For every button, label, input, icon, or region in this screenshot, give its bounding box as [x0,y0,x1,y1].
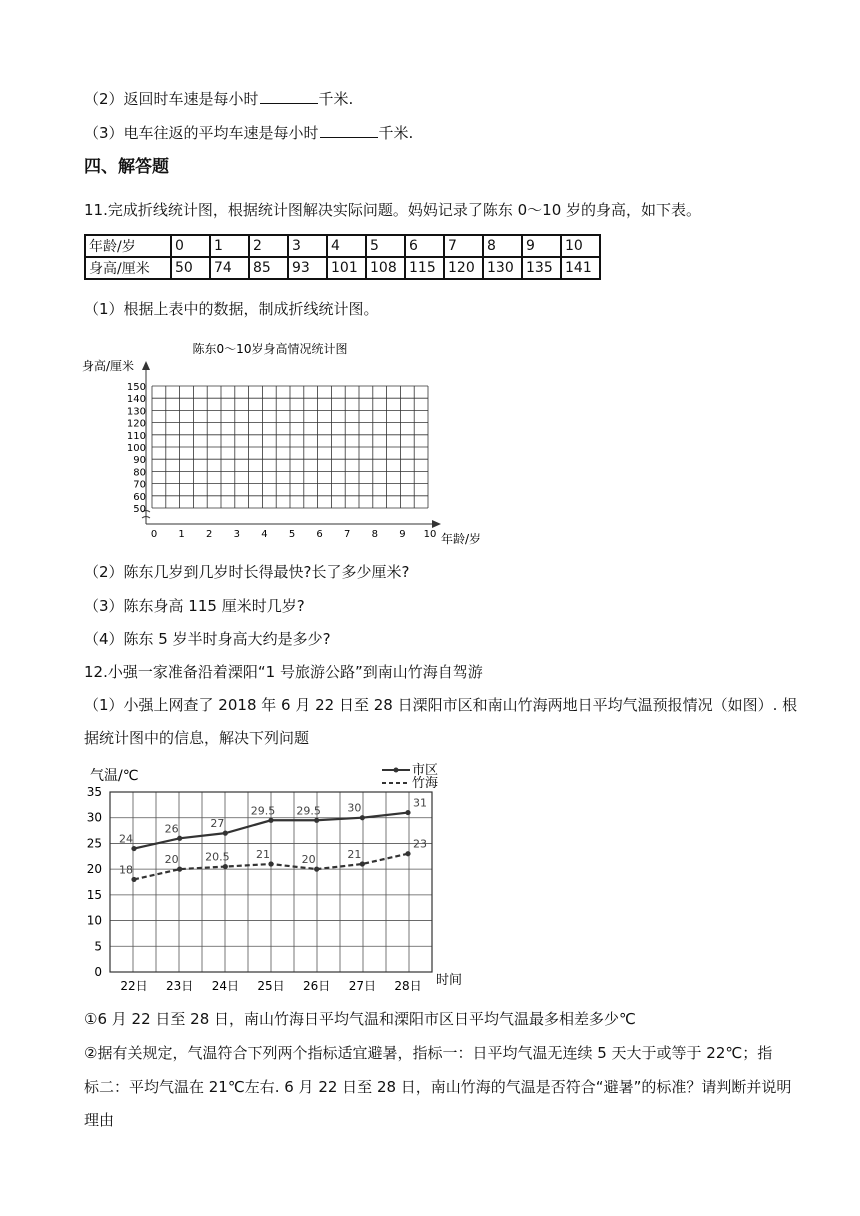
x-tick-label: 28日 [394,979,422,993]
x-tick-label: 23日 [166,979,194,993]
y-axis-label: 气温/℃ [90,768,139,784]
y-tick-label: 50 [133,504,146,515]
table-row-age [85,235,600,257]
x-tick-label: 3 [233,529,240,540]
question-12-subq-2-b: 标二：平均气温在 21℃左右. 6 月 22 日至 28 日，南山竹海的气温是否符合“避暑”的标准？请判断并说明 [84,1078,792,1096]
chart-legend [382,763,438,791]
y-tick-label: 140 [126,394,146,406]
question-3-unit: 千米. [378,124,414,142]
question-12-part-1-b: 据统计图中的信息，解决下列问题 [84,729,310,747]
table-cell: 85 [249,257,288,279]
question-11-part-1: （1）根据上表中的数据，制成折线统计图。 [84,300,379,318]
data-label: 29.5 [250,804,276,818]
table-cell: 101 [327,257,366,279]
data-label: 18 [119,863,133,877]
y-tick-label: 60 [133,491,146,503]
y-tick-label: 0 [94,965,102,979]
data-point [268,818,273,823]
question-3-line [84,122,413,144]
table-row-height [85,257,600,279]
table-cell: 74 [210,257,249,279]
y-tick-label: 35 [86,785,102,799]
legend-label-bamboo: 竹海 [412,776,439,791]
chart-grid [152,386,428,508]
table-cell: 5 [366,235,405,257]
question-12-subq-2-a: ②据有关规定，气温符合下列两个指标适宜避暑，指标一：日平均气温无连续 5 天大于或等于 22℃；指 [84,1044,773,1062]
y-tick-label: 150 [126,382,146,393]
data-point [405,851,410,856]
table-header-age: 年龄/岁 [85,235,171,257]
table-cell: 135 [522,257,561,279]
chart-tick-labels [127,382,436,540]
question-11-part-2: （2）陈东几岁到几岁时长得最快?长了多少厘米? [84,563,410,581]
data-point [405,810,410,815]
section-heading: 四、解答题 [84,157,169,177]
table-cell: 2 [249,235,288,257]
x-tick-label: 22日 [120,979,148,993]
x-tick-label: 25日 [257,979,285,993]
answer-blank-3[interactable] [320,123,378,138]
table-cell: 0 [171,235,210,257]
question-2-line [84,88,353,110]
data-label: 23 [413,837,427,851]
height-table [84,234,601,280]
data-point [131,877,136,882]
table-cell: 4 [327,235,366,257]
temperature-line-chart[interactable] [84,760,474,1000]
y-axis-arrow [142,361,150,370]
data-label: 21 [256,848,270,861]
y-axis-label: 身高/厘米 [82,359,135,373]
table-cell: 6 [405,235,444,257]
table-cell: 120 [444,257,483,279]
question-11-part-4: （4）陈东 5 岁半时身高大约是多少? [84,630,331,648]
question-12-subq-1: ①6 月 22 日至 28 日，南山竹海日平均气温和溧阳市区日平均气温最多相差多少℃ [84,1010,636,1028]
question-11-stem: 11.完成折线统计图，根据统计图解决实际问题。妈妈记录了陈东 0～10 岁的身高，如下表。 [84,201,702,219]
x-tick-label: 1 [178,529,185,540]
data-point [360,815,365,820]
data-label: 27 [210,817,225,831]
table-cell: 130 [483,257,522,279]
answer-blank-2[interactable] [260,89,318,104]
y-tick-label: 15 [86,887,102,902]
table-cell: 9 [522,235,561,257]
table-cell: 93 [288,257,327,279]
y-tick-label: 100 [126,443,146,454]
legend-label-city: 市区 [412,763,439,778]
y-tick-label: 70 [133,479,146,491]
data-point [177,836,182,841]
x-axis-arrow [432,520,441,528]
data-label: 20 [301,853,316,867]
data-label: 26 [164,822,179,836]
x-tick-label: 0 [150,529,158,540]
y-tick-label: 120 [126,418,146,430]
data-label: 21 [347,848,362,861]
y-tick-label: 20 [86,862,102,877]
data-label: 20 [164,853,179,867]
data-label: 30 [347,801,362,815]
x-tick-label: 2 [206,529,213,540]
height-line-chart[interactable] [80,336,500,551]
question-12-stem: 12.小强一家准备沿着溧阳“1 号旅游公路”到南山竹海自驾游 [84,663,483,681]
x-tick-label: 4 [261,529,268,540]
table-cell: 7 [444,235,483,257]
data-point [314,867,319,872]
x-axis-label: 时间 [436,973,463,988]
y-tick-label: 25 [86,836,102,851]
x-tick-label: 7 [344,529,351,540]
y-tick-label: 5 [94,939,102,954]
data-point [314,818,319,823]
y-tick-label: 130 [126,406,146,418]
x-tick-label: 9 [399,529,406,540]
question-2-label: （2）返回时车速是每小时 [84,90,259,108]
question-11-part-3: （3）陈东身高 115 厘米时几岁? [84,597,305,615]
table-cell: 115 [405,257,444,279]
table-cell: 8 [483,235,522,257]
data-label: 31 [413,796,427,810]
x-axis-label: 年龄/岁 [441,532,482,546]
x-tick-label: 5 [288,529,296,540]
data-point [177,867,182,872]
data-label: 24 [119,832,133,846]
x-tick-label: 27日 [348,979,376,993]
question-12-part-1-a: （1）小强上网查了 2018 年 6 月 22 日至 28 日溧阳市区和南山竹海两地日平均气温预报情况（如图）. 根 [84,696,798,714]
data-label: 29.5 [296,804,321,818]
y-tick-label: 90 [133,455,146,467]
data-point [268,861,273,866]
chart-title: 陈东0～10岁身高情况统计图 [192,342,348,356]
table-cell: 10 [561,235,600,257]
x-tick-label: 26日 [303,979,331,993]
data-point [131,846,136,851]
data-label: 20.5 [205,850,230,864]
table-header-height: 身高/厘米 [85,257,171,279]
data-point [360,861,365,866]
table-cell: 141 [561,257,600,279]
table-cell: 3 [288,235,327,257]
table-cell: 50 [171,257,210,279]
table-cell: 108 [366,257,405,279]
question-12-subq-2-c: 理由 [84,1111,115,1129]
y-tick-label: 30 [86,810,102,825]
question-2-unit: 千米. [318,90,354,108]
x-tick-label: 6 [316,529,323,540]
x-tick-label: 24日 [211,979,239,993]
y-tick-label: 110 [126,430,146,442]
x-tick-label: 10 [423,529,437,540]
y-tick-label: 80 [133,467,146,479]
question-3-label: （3）电车往返的平均车速是每小时 [84,124,319,142]
data-point [223,864,228,869]
data-point [223,831,228,836]
y-tick-label: 10 [86,913,102,928]
x-tick-label: 8 [371,529,378,540]
table-cell: 1 [210,235,249,257]
